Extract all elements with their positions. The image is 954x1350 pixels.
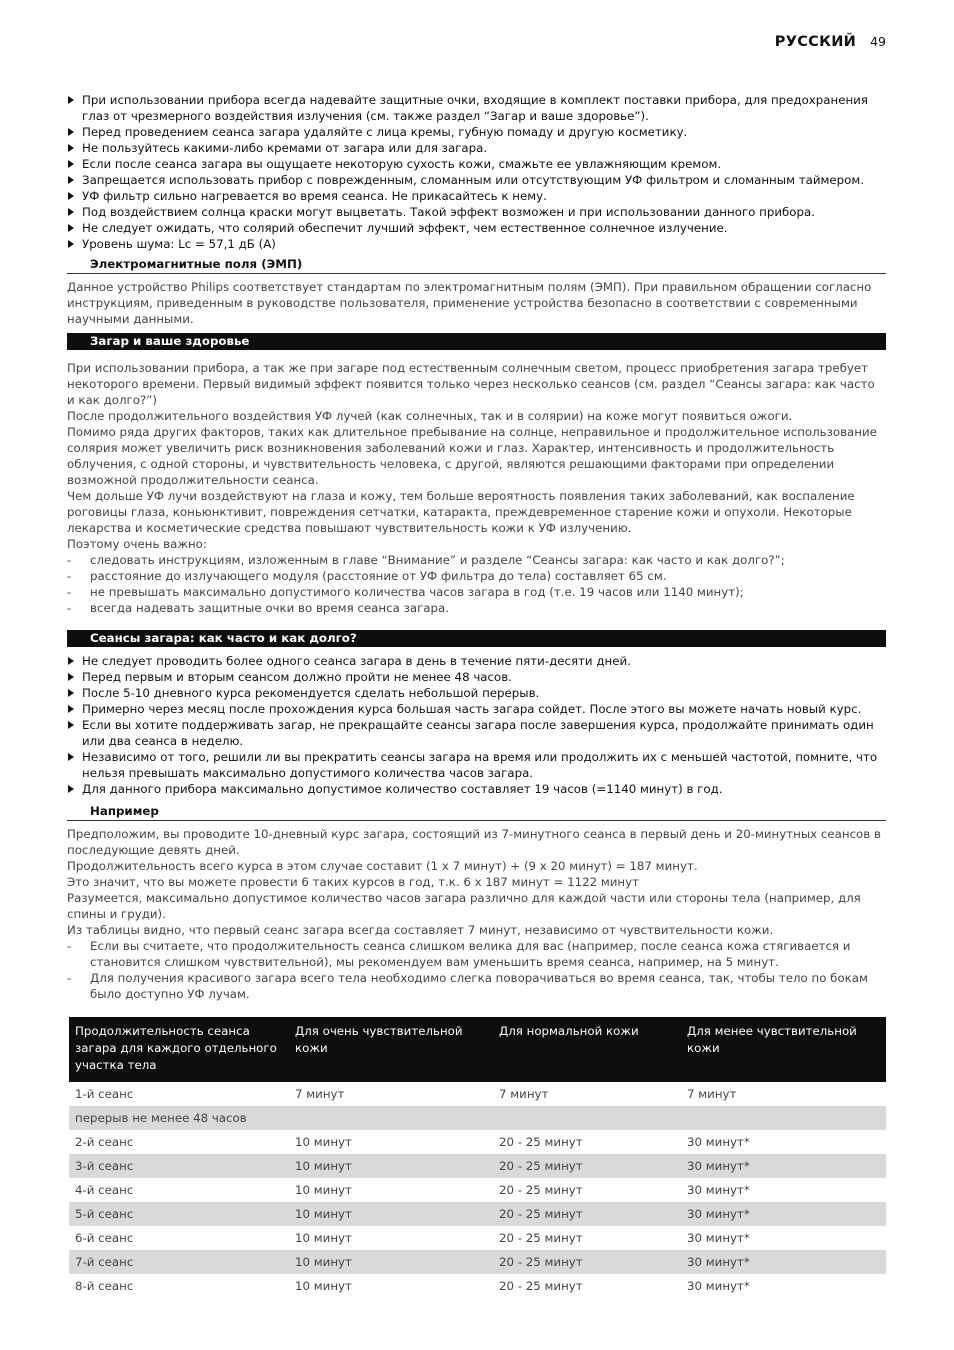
list-item: При использовании прибора всегда надевайте защитные очки, входящие в комплект поставки прибора, для предохранения глаз от чрезмерного воздействия излучения (см. также раздел “Загар и ваше здоровье”). (67, 92, 886, 124)
example-paragraph-2: Продолжительность всего курса в этом случае составит (1 x 7 минут) + (9 x 20 минут) = 187 минут. (67, 859, 698, 873)
table-cell: 4-й сеанс (75, 1183, 134, 1197)
page-content (67, 92, 886, 1298)
list-item: Независимо от того, решили ли вы прекратить сеансы загара на время или продолжить их с меньшей частотой, помните, что нельзя превышать максимально допустимого количества часов загара. (67, 749, 886, 781)
table-cell: 20 - 25 минут (493, 1154, 681, 1178)
health-list (67, 552, 886, 616)
health-section (67, 360, 886, 616)
list-item: Не следует проводить более одного сеанса загара в день в течение пяти-десяти дней. (67, 653, 886, 669)
table-cell: 10 минут (295, 1135, 352, 1149)
health-paragraph-3: Помимо ряда других факторов, таких как длительное пребывание на солнце, неправильное и продолжительное использование солярия может увеличить риск возникновения заболеваний кожи и глаз. Характер, интенсивность и продолжительность облучения, с одной стороны, и чувствительность человека, с другой, являются решающими факторами при определении возможной продолжительности сеанса. (67, 425, 877, 487)
health-paragraph-2: После продолжительного воздействия УФ лучей (как солнечных, так и в солярии) на коже могут появиться ожоги. (67, 409, 793, 423)
table-cell: 7 минут (295, 1087, 345, 1101)
table-cell: 7-й сеанс (69, 1250, 289, 1274)
health-paragraph-5: Поэтому очень важно: (67, 537, 207, 551)
table-row (69, 1178, 886, 1202)
table-cell: 10 минут (289, 1154, 493, 1178)
example-paragraph-3: Это значит, что вы можете провести 6 таких курсов в год, т.к. 6 x 187 минут = 1122 минут (67, 875, 639, 889)
table-header-duration: Продолжительность сеанса загара для каждого отдельного участка тела (69, 1017, 289, 1082)
list-item: Если вы хотите поддерживать загар, не прекращайте сеансы загара после завершения курса, продолжайте принимать один или два сеанса в неделю. (67, 717, 886, 749)
table-row-break (69, 1106, 886, 1130)
session-table (69, 1017, 886, 1298)
list-item: Под воздействием солнца краски могут выцветать. Такой эффект возможен и при использовании данного прибора. (67, 204, 886, 220)
table-cell: 3-й сеанс (69, 1154, 289, 1178)
list-item: - следовать инструкциям, изложенным в главе “Внимание” и разделе “Сеансы загара: как часто и как долго?”; (67, 552, 886, 568)
table-cell: 10 минут (295, 1231, 352, 1245)
table-cell: 5-й сеанс (69, 1202, 289, 1226)
table-row (69, 1154, 886, 1178)
table-header-row (69, 1017, 886, 1082)
table-cell: 10 минут (289, 1202, 493, 1226)
health-paragraph-4: Чем дольше УФ лучи воздействуют на глаза и кожу, тем больше вероятность появления таких заболеваний, как воспаление роговицы глаза, коньюнктивит, повреждения сетчатки, катаракта, преждевременное старение кожи и опухоли. Некоторые лекарства и косметические средства повышают чувствительность кожи к УФ излучению. (67, 489, 855, 535)
table-cell: 1-й сеанс (75, 1087, 134, 1101)
emf-heading: Электромагнитные поля (ЭМП) (67, 256, 886, 274)
list-item: УФ фильтр сильно нагревается во время сеанса. Не прикасайтесь к нему. (67, 188, 886, 204)
example-heading: Например (67, 803, 886, 821)
page-header (775, 34, 886, 50)
table-header-very-sensitive: Для очень чувствительной кожи (289, 1017, 493, 1082)
list-item: Перед проведением сеанса загара удаляйте с лица кремы, губную помаду и другую косметику. (67, 124, 886, 140)
list-item: - Для получения красивого загара всего тела необходимо слегка поворачиваться во время сеанса, так, чтобы тело по бокам было доступно УФ лучам. (67, 970, 886, 1002)
example-paragraph-4: Разумеется, максимально допустимое количество часов загара различно для каждой части или стороны тела (например, для спины и груди). (67, 891, 861, 921)
table-row (69, 1250, 886, 1274)
table-cell: 2-й сеанс (75, 1135, 134, 1149)
list-item: Для данного прибора максимально допустимое количество составляет 19 часов (=1140 минут) в год. (67, 781, 886, 797)
sessions-heading: Сеансы загара: как часто и как долго? (67, 630, 886, 647)
list-item: После 5-10 дневного курса рекомендуется сделать небольшой перерыв. (67, 685, 886, 701)
table-cell: 10 минут (289, 1250, 493, 1274)
table-cell: перерыв не менее 48 часов (69, 1106, 886, 1130)
list-item: Перед первым и вторым сеансом должно пройти не менее 48 часов. (67, 669, 886, 685)
table-cell: 20 - 25 минут (499, 1279, 583, 1293)
table-header-normal: Для нормальной кожи (493, 1017, 681, 1082)
table-row (69, 1274, 886, 1298)
table-cell: 30 минут* (681, 1202, 886, 1226)
list-item: Не следует ожидать, что солярий обеспечит лучший эффект, чем естественное солнечное излучение. (67, 220, 886, 236)
table-row (69, 1226, 886, 1250)
emf-text: Данное устройство Philips соответствует стандартам по электромагнитным полям (ЭМП). При правильном обращении согласно инструкциям, приведенным в руководстве пользователя, применение устройства безопасно в соответствии с современными научными данными. (67, 280, 872, 326)
table-cell: 20 - 25 минут (493, 1250, 681, 1274)
warnings-list (67, 92, 886, 252)
sessions-list (67, 653, 886, 797)
table-header-less-sensitive: Для менее чувствительной кожи (681, 1017, 886, 1082)
list-item: - расстояние до излучающего модуля (расстояние от УФ фильтра до тела) составляет 65 см. (67, 568, 886, 584)
table-cell: 20 - 25 минут (499, 1183, 583, 1197)
table-cell: 30 минут* (681, 1154, 886, 1178)
table-row (69, 1082, 886, 1106)
list-item: - Если вы считаете, что продолжительность сеанса слишком велика для вас (например, после сеанса кожа стягивается и становится слишком чувствительной), мы рекомендуем вам уменьшить время сеанса, например, на 5 минут. (67, 938, 886, 970)
table-cell: 20 - 25 минут (499, 1231, 583, 1245)
table-cell: 30 минут* (687, 1231, 750, 1245)
table-row (69, 1130, 886, 1154)
table-cell: 30 минут* (687, 1279, 750, 1293)
example-section (67, 826, 886, 1002)
example-list (67, 938, 886, 1002)
example-paragraph-1: Предположим, вы проводите 10-дневный курс загара, состоящий из 7-минутного сеанса в первый день и 20-минутных сеансов в последующие девять дней. (67, 827, 881, 857)
page-number: 49 (870, 34, 886, 49)
table-cell: 10 минут (295, 1183, 352, 1197)
list-item: Если после сеанса загара вы ощущаете некоторую сухость кожи, смажьте ее увлажняющим кремом. (67, 156, 886, 172)
table-cell: 6-й сеанс (75, 1231, 134, 1245)
table-cell: 7 минут (687, 1087, 737, 1101)
example-paragraph-5: Из таблицы видно, что первый сеанс загара всегда составляет 7 минут, независимо от чувствительности кожи. (67, 923, 774, 937)
table-cell: 8-й сеанс (75, 1279, 134, 1293)
list-item: Примерно через месяц после прохождения курса большая часть загара сойдет. После этого вы можете начать новый курс. (67, 701, 886, 717)
health-heading: Загар и ваше здоровье (67, 333, 886, 350)
table-cell: 7 минут (499, 1087, 549, 1101)
table-row (69, 1202, 886, 1226)
table-cell: 20 - 25 минут (493, 1202, 681, 1226)
page-language: РУССКИЙ (774, 34, 857, 50)
table-cell: 30 минут* (681, 1250, 886, 1274)
table-cell: 10 минут (295, 1279, 352, 1293)
list-item: - не превышать максимально допустимого количества часов загара в год (т.е. 19 часов или 1140 минут); (67, 584, 886, 600)
table-cell: 30 минут* (687, 1135, 750, 1149)
table-cell: 30 минут* (687, 1183, 750, 1197)
list-item: Уровень шума: Lc = 57,1 дБ (A) (67, 236, 886, 252)
list-item: Не пользуйтесь какими-либо кремами от загара или для загара. (67, 140, 886, 156)
list-item: Запрещается использовать прибор с поврежденным, сломанным или отсутствующим УФ фильтром и сломанным таймером. (67, 172, 886, 188)
table-cell: 20 - 25 минут (499, 1135, 583, 1149)
health-paragraph-1: При использовании прибора, а так же при загаре под естественным солнечным светом, процесс приобретения загара требует некоторого времени. Первый видимый эффект появится только через несколько сеансов (см. раздел “Сеансы загара: как часто и как долго?”) (67, 361, 875, 407)
list-item: - всегда надевать защитные очки во время сеанса загара. (67, 600, 886, 616)
